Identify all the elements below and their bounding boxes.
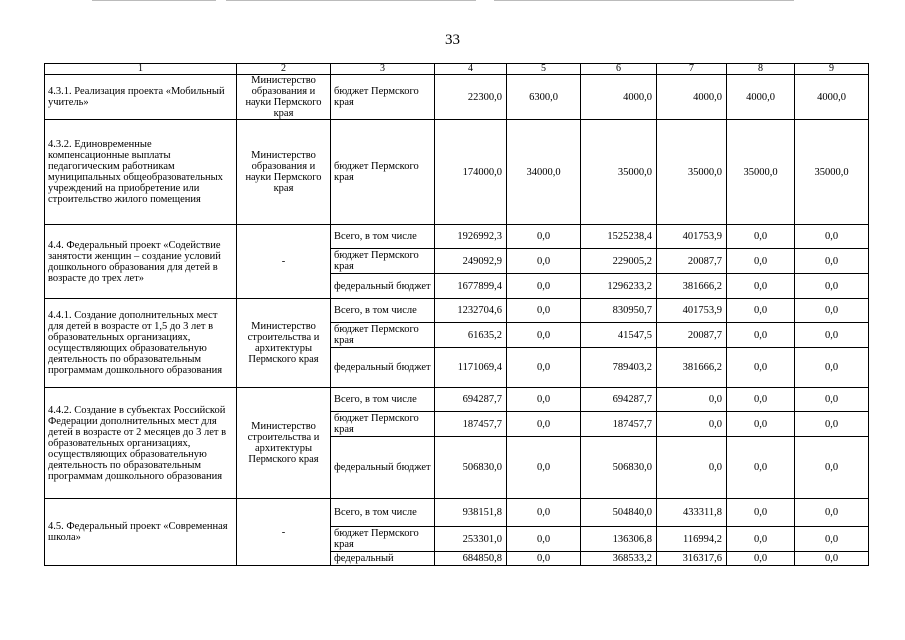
- amount-cell: 35000,0: [795, 120, 869, 225]
- amount-cell: 34000,0: [507, 120, 581, 225]
- table-row: [45, 120, 869, 225]
- amount-cell: 0,0: [507, 299, 581, 323]
- funding-source-cell: федеральный бюджет: [331, 437, 435, 499]
- amount-cell: 20087,7: [657, 249, 727, 274]
- amount-cell: 433311,8: [657, 499, 727, 527]
- amount-cell: 0,0: [507, 388, 581, 412]
- amount-cell: 0,0: [507, 412, 581, 437]
- amount-cell: 0,0: [795, 348, 869, 388]
- top-rule: [494, 0, 794, 1]
- amount-cell: 0,0: [727, 527, 795, 552]
- amount-cell: 0,0: [507, 499, 581, 527]
- amount-cell: 1171069,4: [435, 348, 507, 388]
- amount-cell: 4000,0: [581, 75, 657, 120]
- table-row: [45, 299, 869, 323]
- amount-cell: 0,0: [507, 274, 581, 299]
- amount-cell: 249092,9: [435, 249, 507, 274]
- amount-cell: 41547,5: [581, 323, 657, 348]
- executor-cell: Министерство образования и науки Пермского края: [237, 75, 331, 120]
- amount-cell: 0,0: [727, 249, 795, 274]
- executor-cell: Министерство образования и науки Пермского края: [237, 120, 331, 225]
- funding-source-cell: бюджет Пермского края: [331, 323, 435, 348]
- funding-source-cell: Всего, в том числе: [331, 388, 435, 412]
- amount-cell: 1232704,6: [435, 299, 507, 323]
- executor-cell: -: [237, 225, 331, 299]
- funding-source-cell: федеральный бюджет: [331, 274, 435, 299]
- measure-name-cell: 4.4.1. Создание дополнительных мест для детей в возрасте от 1,5 до 3 лет в образовательных организациях, осуществляющих образовательную деятельность по образовательным программам дошкольного образования: [45, 299, 237, 388]
- amount-cell: 684850,8: [435, 552, 507, 566]
- measure-name-cell: 4.4.2. Создание в субъектах Российской Федерации дополнительных мест для детей в возрасте от 2 месяцев до 3 лет в образовательных организациях, осуществляющих образовательную деятельность по образовательным программам дошкольного образования: [45, 388, 237, 499]
- funding-source-cell: Всего, в том числе: [331, 225, 435, 249]
- funding-source-cell: бюджет Пермского края: [331, 412, 435, 437]
- amount-cell: 0,0: [727, 348, 795, 388]
- amount-cell: 187457,7: [435, 412, 507, 437]
- table-row: [45, 388, 869, 412]
- amount-cell: 0,0: [795, 323, 869, 348]
- funding-source-cell: Всего, в том числе: [331, 299, 435, 323]
- funding-source-cell: Всего, в том числе: [331, 499, 435, 527]
- amount-cell: 1677899,4: [435, 274, 507, 299]
- measure-name-cell: 4.3.1. Реализация проекта «Мобильный учитель»: [45, 75, 237, 120]
- header-cell: 4: [435, 64, 507, 75]
- amount-cell: 0,0: [727, 299, 795, 323]
- amount-cell: 0,0: [657, 388, 727, 412]
- amount-cell: 789403,2: [581, 348, 657, 388]
- header-cell: 8: [727, 64, 795, 75]
- amount-cell: 381666,2: [657, 348, 727, 388]
- amount-cell: 1525238,4: [581, 225, 657, 249]
- amount-cell: 4000,0: [657, 75, 727, 120]
- header-row: [45, 64, 869, 75]
- amount-cell: 0,0: [727, 437, 795, 499]
- top-rule: [226, 0, 476, 1]
- amount-cell: 20087,7: [657, 323, 727, 348]
- amount-cell: 0,0: [507, 437, 581, 499]
- amount-cell: 504840,0: [581, 499, 657, 527]
- amount-cell: 381666,2: [657, 274, 727, 299]
- header-cell: 1: [45, 64, 237, 75]
- amount-cell: 0,0: [507, 249, 581, 274]
- amount-cell: 0,0: [795, 274, 869, 299]
- amount-cell: 253301,0: [435, 527, 507, 552]
- amount-cell: 0,0: [727, 412, 795, 437]
- amount-cell: 316317,6: [657, 552, 727, 566]
- funding-source-cell: бюджет Пермского края: [331, 527, 435, 552]
- header-cell: 3: [331, 64, 435, 75]
- amount-cell: 938151,8: [435, 499, 507, 527]
- budget-table: [44, 63, 869, 566]
- amount-cell: 401753,9: [657, 299, 727, 323]
- amount-cell: 174000,0: [435, 120, 507, 225]
- amount-cell: 0,0: [727, 499, 795, 527]
- amount-cell: 0,0: [657, 437, 727, 499]
- amount-cell: 1926992,3: [435, 225, 507, 249]
- header-cell: 6: [581, 64, 657, 75]
- amount-cell: 0,0: [795, 412, 869, 437]
- header-cell: 2: [237, 64, 331, 75]
- amount-cell: 229005,2: [581, 249, 657, 274]
- amount-cell: 22300,0: [435, 75, 507, 120]
- header-cell: 5: [507, 64, 581, 75]
- header-cell: 7: [657, 64, 727, 75]
- amount-cell: 0,0: [795, 249, 869, 274]
- funding-source-cell: бюджет Пермского края: [331, 120, 435, 225]
- amount-cell: 0,0: [507, 323, 581, 348]
- amount-cell: 35000,0: [727, 120, 795, 225]
- amount-cell: 0,0: [507, 225, 581, 249]
- funding-source-cell: бюджет Пермского края: [331, 249, 435, 274]
- top-rule: [92, 0, 216, 1]
- amount-cell: 0,0: [507, 527, 581, 552]
- amount-cell: 401753,9: [657, 225, 727, 249]
- amount-cell: 0,0: [727, 274, 795, 299]
- amount-cell: 506830,0: [581, 437, 657, 499]
- amount-cell: 4000,0: [727, 75, 795, 120]
- amount-cell: 136306,8: [581, 527, 657, 552]
- amount-cell: 1296233,2: [581, 274, 657, 299]
- amount-cell: 0,0: [795, 437, 869, 499]
- funding-source-cell: федеральный бюджет: [331, 348, 435, 388]
- amount-cell: 694287,7: [581, 388, 657, 412]
- amount-cell: 35000,0: [657, 120, 727, 225]
- amount-cell: 0,0: [727, 323, 795, 348]
- executor-cell: Министерство строительства и архитектуры Пермского края: [237, 388, 331, 499]
- page-number: 33: [445, 32, 460, 48]
- amount-cell: 694287,7: [435, 388, 507, 412]
- amount-cell: 6300,0: [507, 75, 581, 120]
- amount-cell: 0,0: [507, 552, 581, 566]
- measure-name-cell: 4.3.2. Единовременные компенсационные выплаты педагогическим работникам муниципальных общеобразовательных учреждений на приобретение или строительство жилого помещения: [45, 120, 237, 225]
- amount-cell: 506830,0: [435, 437, 507, 499]
- amount-cell: 0,0: [727, 552, 795, 566]
- amount-cell: 0,0: [727, 388, 795, 412]
- amount-cell: 0,0: [507, 348, 581, 388]
- amount-cell: 35000,0: [581, 120, 657, 225]
- funding-source-cell: федеральный: [331, 552, 435, 566]
- executor-cell: -: [237, 499, 331, 566]
- measure-name-cell: 4.5. Федеральный проект «Современная школа»: [45, 499, 237, 566]
- amount-cell: 4000,0: [795, 75, 869, 120]
- header-cell: 9: [795, 64, 869, 75]
- amount-cell: 368533,2: [581, 552, 657, 566]
- amount-cell: 0,0: [795, 527, 869, 552]
- amount-cell: 0,0: [657, 412, 727, 437]
- amount-cell: 116994,2: [657, 527, 727, 552]
- amount-cell: 0,0: [727, 225, 795, 249]
- table-row: [45, 75, 869, 120]
- amount-cell: 0,0: [795, 388, 869, 412]
- amount-cell: 0,0: [795, 552, 869, 566]
- amount-cell: 0,0: [795, 499, 869, 527]
- amount-cell: 0,0: [795, 225, 869, 249]
- amount-cell: 0,0: [795, 299, 869, 323]
- funding-source-cell: бюджет Пермского края: [331, 75, 435, 120]
- amount-cell: 187457,7: [581, 412, 657, 437]
- amount-cell: 61635,2: [435, 323, 507, 348]
- table-row: [45, 499, 869, 527]
- executor-cell: Министерство строительства и архитектуры Пермского края: [237, 299, 331, 388]
- table-row: [45, 225, 869, 249]
- measure-name-cell: 4.4. Федеральный проект «Содействие занятости женщин – создание условий дошкольного образования для детей в возрасте до трех лет»: [45, 225, 237, 299]
- amount-cell: 830950,7: [581, 299, 657, 323]
